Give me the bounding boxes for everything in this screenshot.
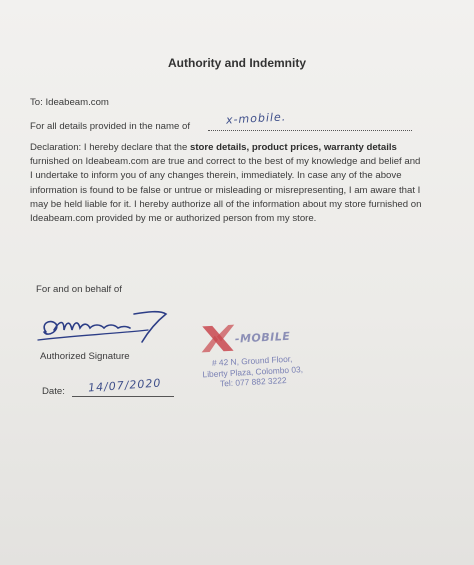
stamp-address [198, 353, 308, 390]
date-handwritten: 14/07/2020 [87, 376, 162, 395]
store-name-dotted-line [208, 130, 412, 131]
declaration-line: Declaration: I hereby declare that the store details, product prices, warranty details [30, 142, 397, 153]
recipient-line: To: Ideabeam.com [30, 97, 109, 108]
stamp-address-line: Tel: 077 882 3222 [219, 375, 287, 389]
declaration-line: may be held liable for it. I hereby authorize all of the information about my store furnished on [30, 198, 422, 210]
declaration-line: I undertake to inform you of any changes therein, immediately. In case any of the above [30, 170, 402, 182]
stamp-brand-name: -MOBILE [234, 329, 291, 346]
authorized-signature-label: Authorized Signature [40, 351, 130, 362]
date-label: Date: [42, 386, 65, 397]
company-stamp [192, 317, 304, 389]
declaration-line: Ideabeam.com provided by me or authorized person from my store. [30, 213, 317, 225]
store-name-handwritten: x-mobile. [225, 110, 287, 127]
store-name-prefix: For all details provided in the name of [30, 121, 190, 132]
document-title: Authority and Indemnity [168, 56, 306, 70]
declaration-line: information is found to be false or untrue or misleading or misrepresenting, I am aware that I [30, 184, 421, 196]
date-underline [72, 396, 174, 397]
declaration-paragraph [30, 141, 450, 226]
declaration-emphasis: store details, product prices, warranty details [190, 142, 397, 153]
stamp-address-line: # 42 N, Ground Floor, [211, 353, 293, 368]
x-logo-icon [198, 321, 238, 357]
declaration-line: furnished on Ideabeam.com are true and correct to the best of my knowledge and belief and [30, 156, 421, 168]
stamp-address-line: Liberty Plaza, Colombo 03, [202, 363, 304, 379]
on-behalf-label: For and on behalf of [36, 284, 122, 295]
handwritten-signature [30, 302, 180, 352]
